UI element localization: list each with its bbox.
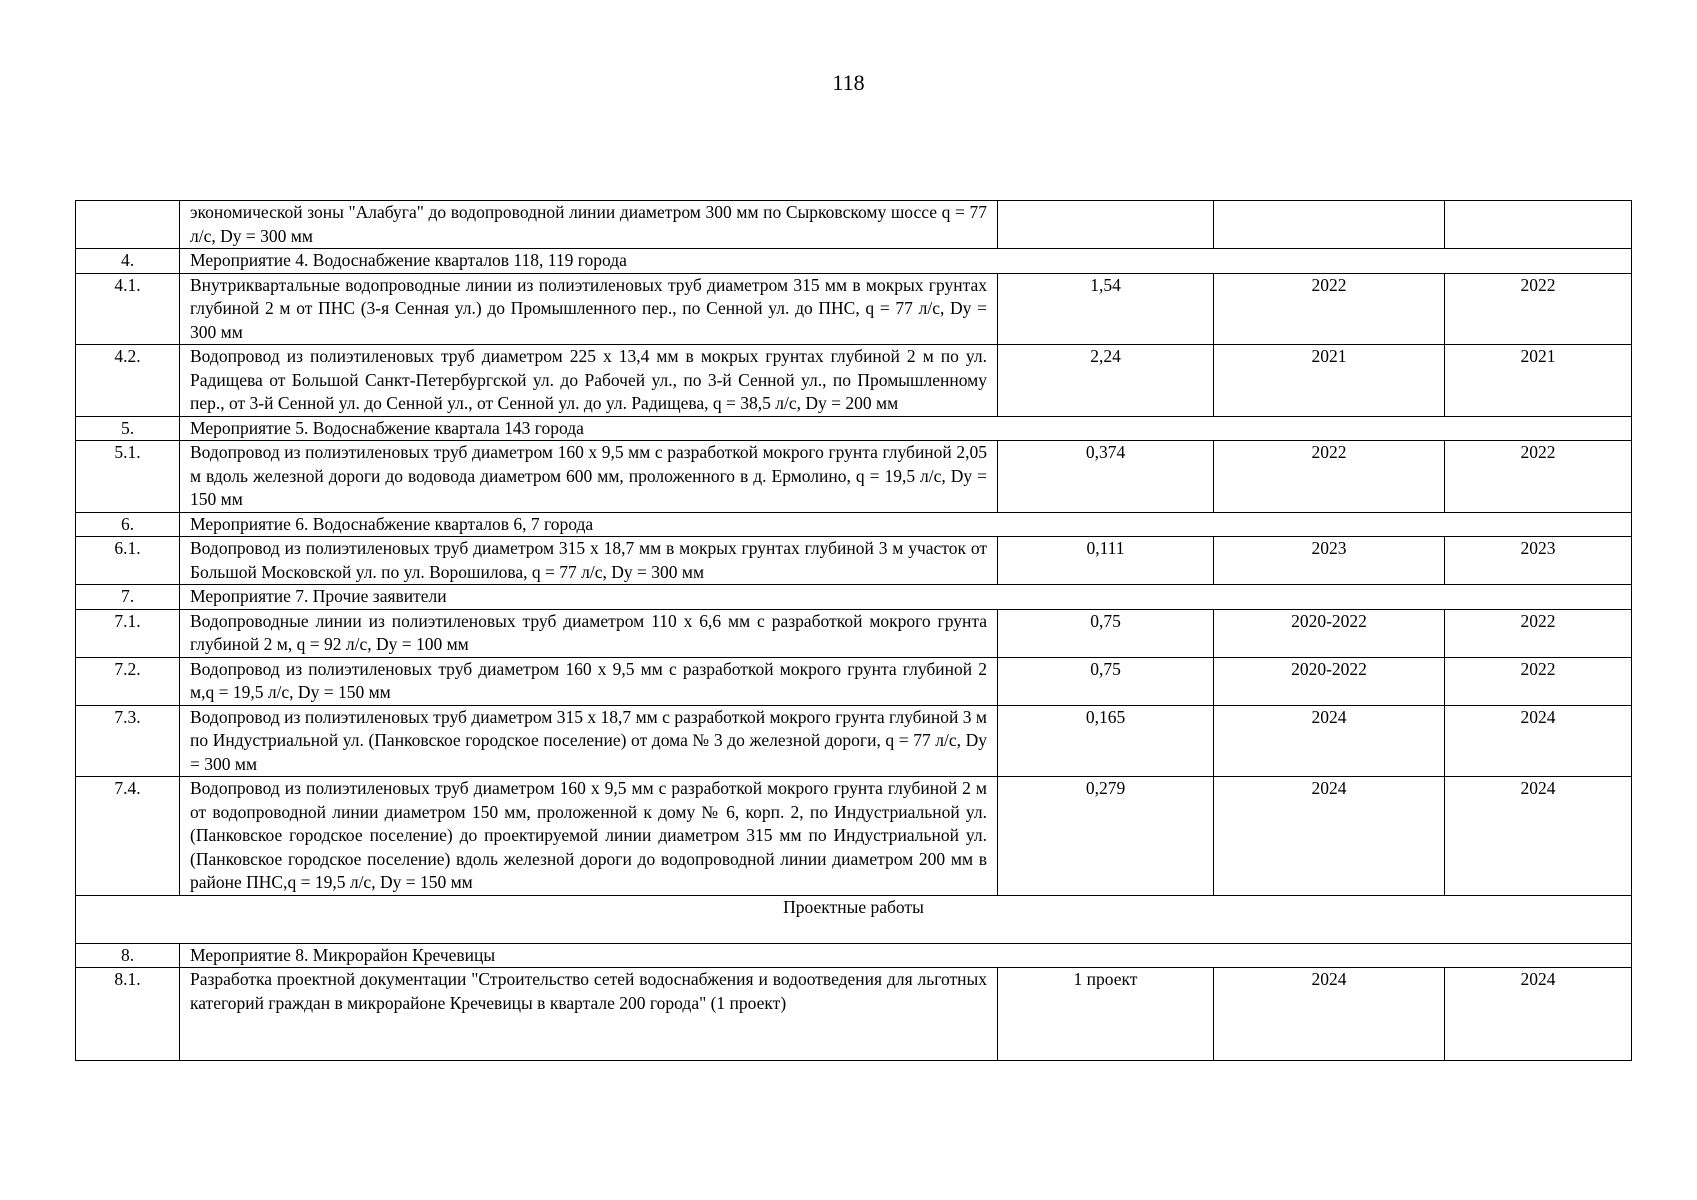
row-description: Внутриквартальные водопроводные линии из полиэтиленовых труб диаметром 315 мм в мокрых грунтах глубиной 2 м от ПНС (3-я Сенная ул.) до Промышленного пер., по Сенной ул. до ПНС, q = 77 л/с, Dy = 300 мм <box>180 273 998 345</box>
row-number: 7.1. <box>76 609 180 657</box>
row-end-year <box>1445 201 1632 249</box>
row-period: 2020-2022 <box>1214 609 1445 657</box>
row-number: 6.1. <box>76 537 180 585</box>
row-period: 2020-2022 <box>1214 657 1445 705</box>
row-number: 4.2. <box>76 345 180 417</box>
row-length: 2,24 <box>998 345 1214 417</box>
row-description: экономической зоны "Алабуга" до водопроводной линии диаметром 300 мм по Сырковскому шоссе q = 77 л/с, Dy = 300 мм <box>180 201 998 249</box>
row-end-year: 2022 <box>1445 609 1632 657</box>
row-description: Водопровод из полиэтиленовых труб диаметром 160 x 9,5 мм с разработкой мокрого грунта глубиной 2 м,q = 19,5 л/с, Dy = 150 мм <box>180 657 998 705</box>
table-row <box>76 657 1632 705</box>
measure-title-row <box>76 943 1632 968</box>
row-length: 0,111 <box>998 537 1214 585</box>
row-description: Водопровод из полиэтиленовых труб диаметром 160 x 9,5 мм с разработкой мокрого грунта глубиной 2,05 м вдоль железной дороги до водовода диаметром 600 мм, проложенного в д. Ермолино, q = 19,5 л/с, Dy = 150 мм <box>180 441 998 513</box>
row-number: 6. <box>76 512 180 537</box>
row-number: 8.1. <box>76 968 180 1061</box>
row-length: 0,374 <box>998 441 1214 513</box>
row-end-year: 2024 <box>1445 705 1632 777</box>
row-description: Разработка проектной документации "Строительство сетей водоснабжения и водоотведения для льготных категорий граждан в микрорайоне Кречевицы в квартале 200 города" (1 проект) <box>180 968 998 1061</box>
measure-title-row <box>76 416 1632 441</box>
measure-title: Мероприятие 6. Водоснабжение кварталов 6, 7 города <box>180 512 1632 537</box>
row-end-year: 2022 <box>1445 441 1632 513</box>
row-length: 0,279 <box>998 777 1214 896</box>
row-number: 7.3. <box>76 705 180 777</box>
row-end-year: 2022 <box>1445 273 1632 345</box>
measures-table <box>75 200 1632 1061</box>
table-row <box>76 777 1632 896</box>
row-number: 8. <box>76 943 180 968</box>
row-end-year: 2021 <box>1445 345 1632 417</box>
row-period <box>1214 201 1445 249</box>
row-length <box>998 201 1214 249</box>
row-description: Водопровод из полиэтиленовых труб диаметром 315 x 18,7 мм в мокрых грунтах глубиной 3 м участок от Большой Московской ул. по ул. Ворошилова, q = 77 л/с, Dy = 300 мм <box>180 537 998 585</box>
row-number: 5.1. <box>76 441 180 513</box>
row-description: Водопровод из полиэтиленовых труб диаметром 225 x 13,4 мм в мокрых грунтах глубиной 2 м по ул. Радищева от Большой Санкт-Петербургской ул. до Рабочей ул., по 3-й Сенной ул., по Промышленному пер., от 3-й Сенной ул. до Сенной ул., от Сенной ул. до ул. Радищева, q = 38,5 л/с, Dy = 200 мм <box>180 345 998 417</box>
row-length: 1 проект <box>998 968 1214 1061</box>
row-number <box>76 201 180 249</box>
section-title: Проектные работы <box>76 895 1632 943</box>
row-period: 2024 <box>1214 968 1445 1061</box>
row-end-year: 2024 <box>1445 968 1632 1061</box>
table-row <box>76 201 1632 249</box>
row-description: Водопроводные линии из полиэтиленовых труб диаметром 110 x 6,6 мм с разработкой мокрого грунта глубиной 2 м, q = 92 л/с, Dy = 100 мм <box>180 609 998 657</box>
measure-title-row <box>76 585 1632 610</box>
measure-title: Мероприятие 7. Прочие заявители <box>180 585 1632 610</box>
measure-title: Мероприятие 8. Микрорайон Кречевицы <box>180 943 1632 968</box>
measures-table-body <box>76 201 1632 1061</box>
row-period: 2023 <box>1214 537 1445 585</box>
row-period: 2024 <box>1214 777 1445 896</box>
row-length: 0,165 <box>998 705 1214 777</box>
table-row <box>76 345 1632 417</box>
table-row <box>76 968 1632 1061</box>
row-end-year: 2024 <box>1445 777 1632 896</box>
section-header-row <box>76 895 1632 943</box>
row-end-year: 2022 <box>1445 657 1632 705</box>
table-row <box>76 441 1632 513</box>
row-description: Водопровод из полиэтиленовых труб диаметром 315 x 18,7 мм с разработкой мокрого грунта глубиной 3 м по Индустриальной ул. (Панковское городское поселение) от дома № 3 до железной дороги, q = 77 л/с, Dy = 300 мм <box>180 705 998 777</box>
measure-title: Мероприятие 5. Водоснабжение квартала 143 города <box>180 416 1632 441</box>
page-number: 118 <box>832 70 865 95</box>
row-description: Водопровод из полиэтиленовых труб диаметром 160 x 9,5 мм с разработкой мокрого грунта глубиной 2 м от водопроводной линии диаметром 150 мм, проложенной к дому № 6, корп. 2, по Индустриальной ул. (Панковское городское поселение) до проектируемой линии диаметром 315 мм по Индустриальной ул. (Панковское городское поселение) вдоль железной дороги до водопроводной линии диаметром 200 мм в районе ПНС,q = 19,5 л/с, Dy = 150 мм <box>180 777 998 896</box>
row-end-year: 2023 <box>1445 537 1632 585</box>
row-period: 2022 <box>1214 273 1445 345</box>
row-length: 0,75 <box>998 609 1214 657</box>
measure-title: Мероприятие 4. Водоснабжение кварталов 118, 119 города <box>180 249 1632 274</box>
measure-title-row <box>76 512 1632 537</box>
table-row <box>76 705 1632 777</box>
row-length: 0,75 <box>998 657 1214 705</box>
table-row <box>76 273 1632 345</box>
row-number: 7.2. <box>76 657 180 705</box>
row-number: 4.1. <box>76 273 180 345</box>
row-number: 4. <box>76 249 180 274</box>
row-length: 1,54 <box>998 273 1214 345</box>
measure-title-row <box>76 249 1632 274</box>
row-period: 2021 <box>1214 345 1445 417</box>
row-number: 5. <box>76 416 180 441</box>
row-number: 7. <box>76 585 180 610</box>
row-number: 7.4. <box>76 777 180 896</box>
row-period: 2024 <box>1214 705 1445 777</box>
table-row <box>76 609 1632 657</box>
table-row <box>76 537 1632 585</box>
row-period: 2022 <box>1214 441 1445 513</box>
